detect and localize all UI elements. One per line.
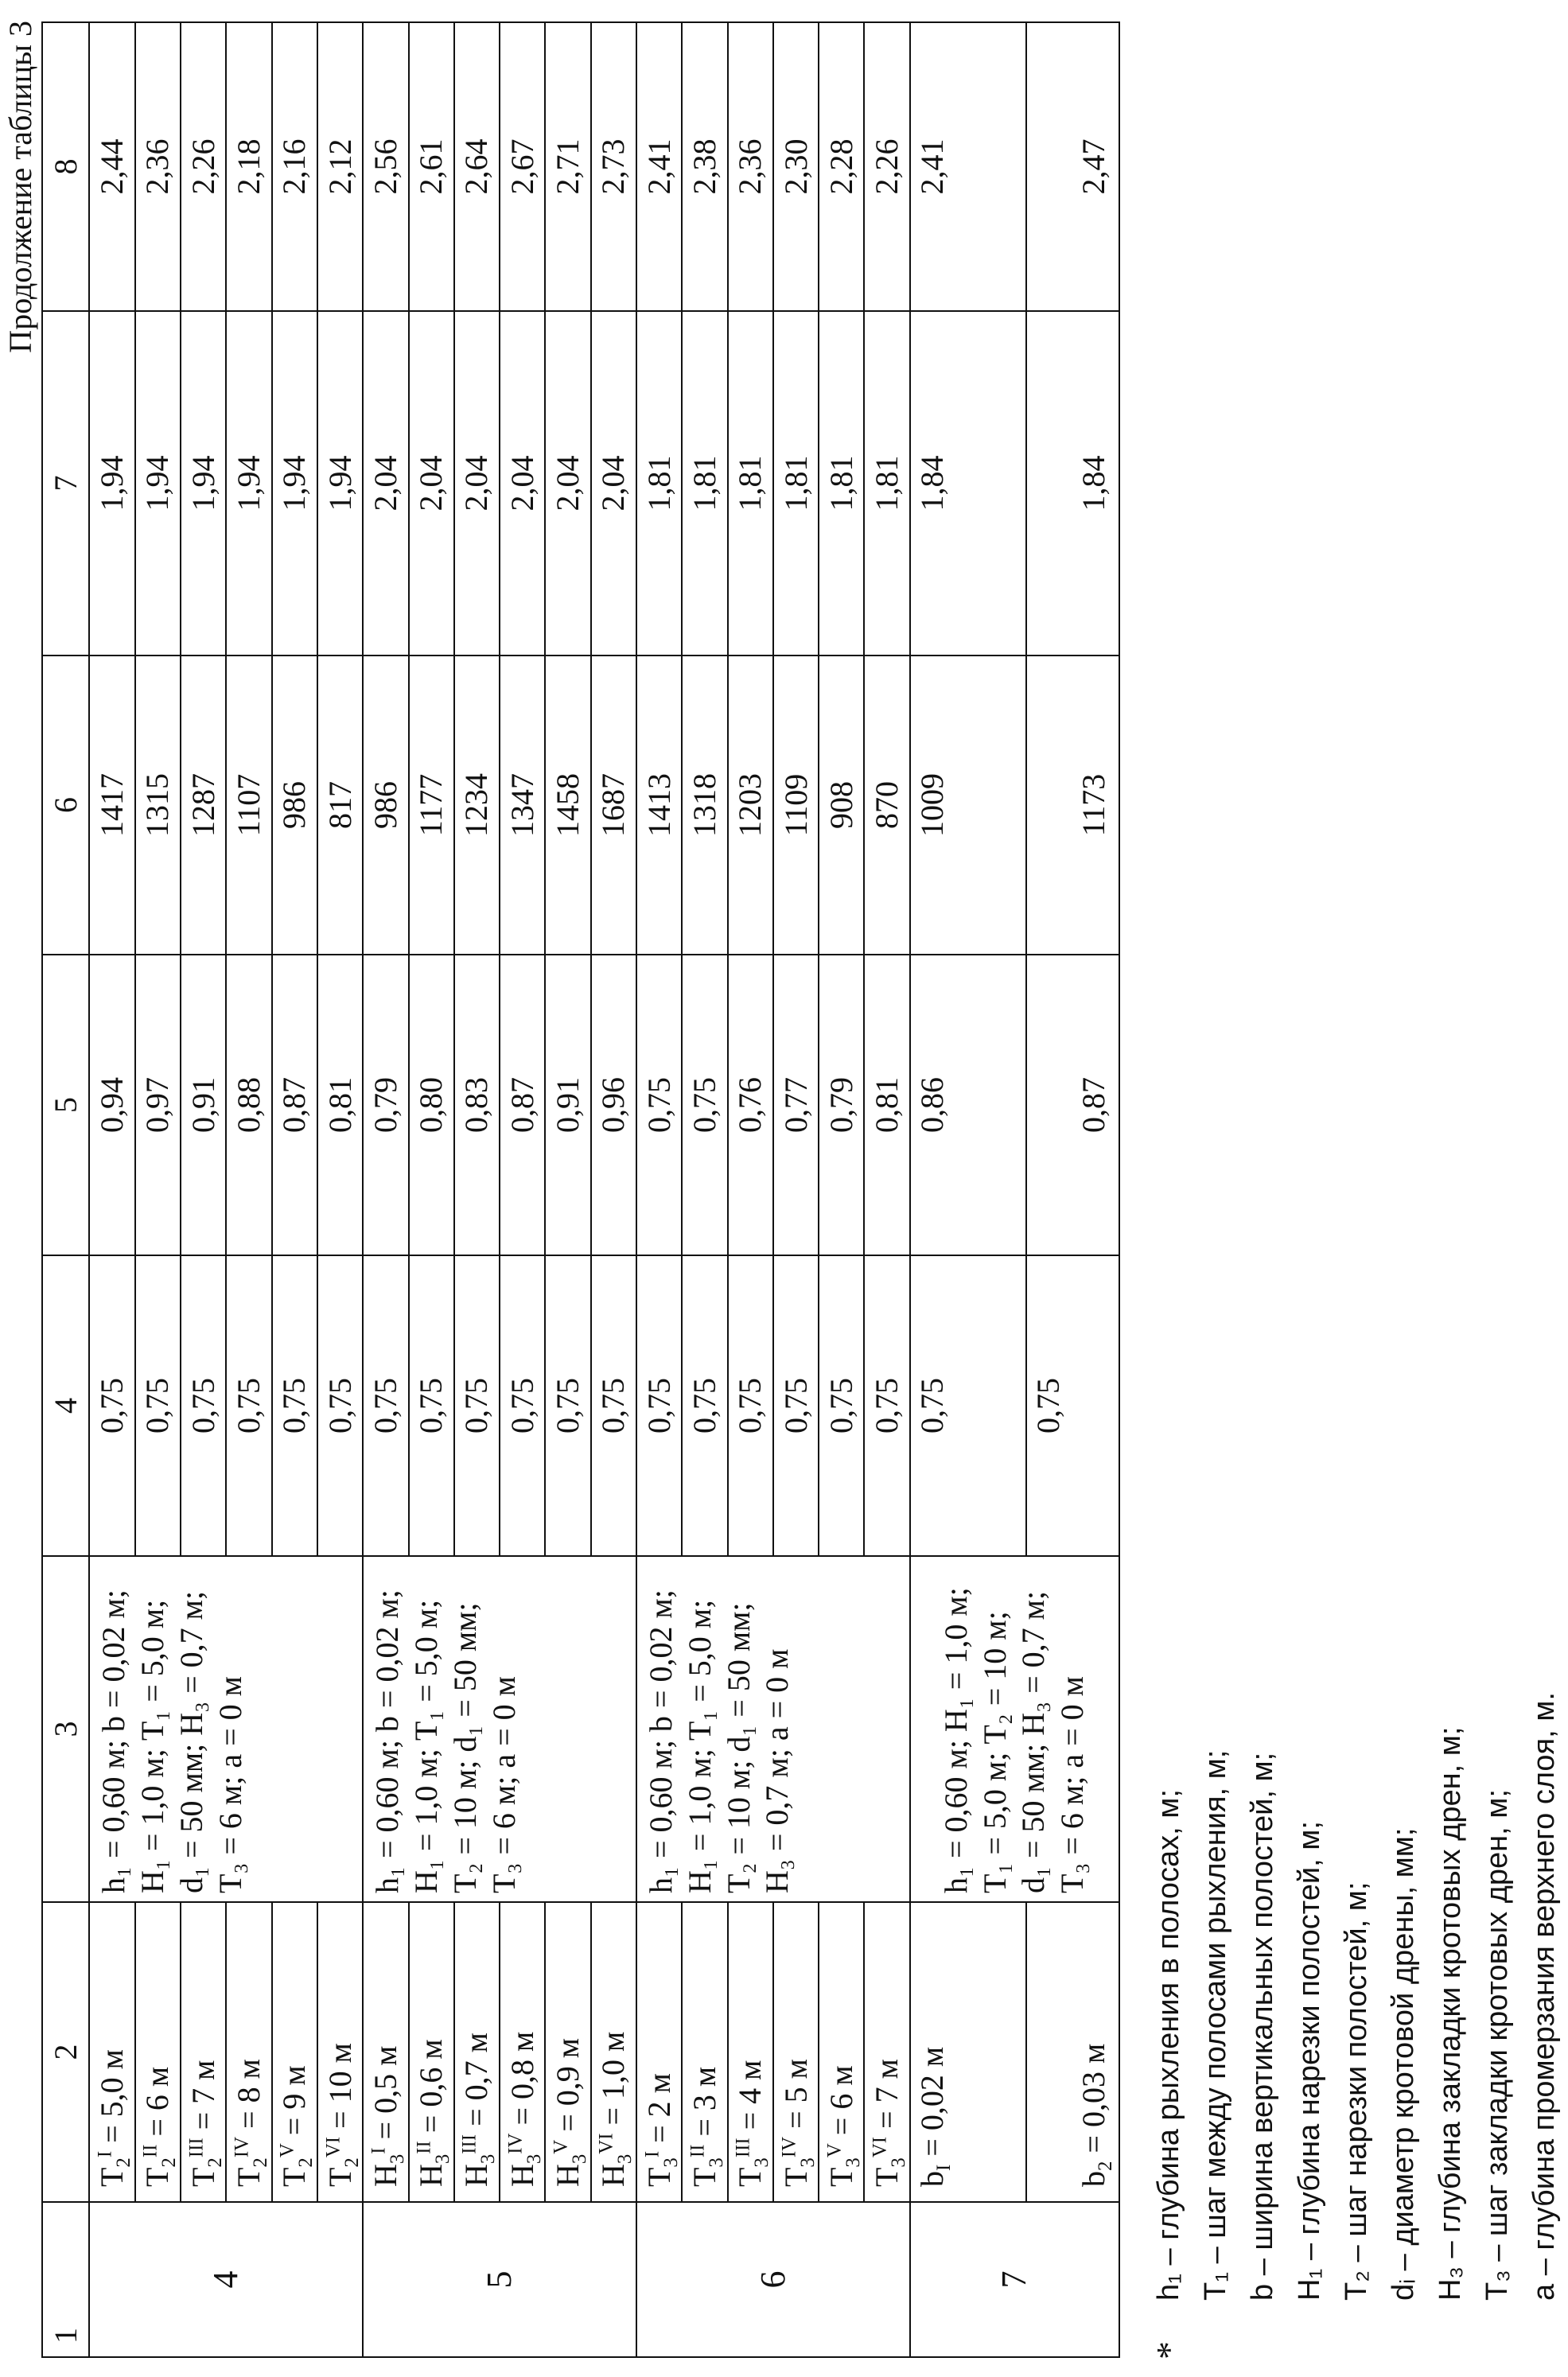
value-cell: 0,75 (181, 1255, 226, 1556)
condition-line: h₁ = 0,60 м; b = 0,02 м; (642, 1565, 681, 1893)
header-cell: 7 (42, 311, 89, 656)
table-row (454, 22, 500, 2357)
parameter-subscript: 3 (797, 2157, 819, 2167)
value-cell: 0,91 (545, 955, 590, 1255)
value-cell: 0,75 (89, 1255, 134, 1556)
value-cell: 2,04 (454, 311, 500, 656)
value-cell: 2,71 (545, 22, 590, 311)
parameter-symbol: T (732, 2168, 768, 2187)
parameter-subscript: 3 (660, 2157, 682, 2167)
value-cell: 0,86 (910, 955, 1026, 1255)
parameter-superscript: VI (322, 2137, 344, 2157)
parameter-subscript: 2 (204, 2157, 226, 2167)
parameter-value: = 0,8 м (504, 2032, 540, 2126)
value-cell: 2,41 (910, 22, 1026, 311)
value-cell: 0,79 (363, 955, 408, 1255)
header-cell: 8 (42, 22, 89, 311)
value-cell: 0,75 (773, 1255, 819, 1556)
parameter-cell (591, 1902, 636, 2202)
value-cell: 2,04 (591, 311, 636, 656)
value-cell: 0,75 (636, 1255, 682, 1556)
parameter-superscript: VI (596, 2134, 617, 2154)
value-cell: 2,38 (682, 22, 727, 311)
parameter-symbol: H (413, 2164, 449, 2187)
parameter-subscript: 3 (477, 2154, 499, 2164)
condition-line: T₃ = 6 м; a = 0 м (485, 1565, 524, 1893)
parameter-cell (181, 1902, 226, 2202)
value-cell: 2,41 (636, 22, 682, 311)
value-cell: 986 (363, 656, 408, 955)
condition-line: T₂ = 10 м; d₁ = 50 мм; (720, 1565, 759, 1893)
parameter-cell (272, 1902, 317, 2202)
header-cell: 2 (42, 1902, 89, 2202)
value-cell: 0,75 (682, 955, 727, 1255)
header-cell: 6 (42, 656, 89, 955)
value-cell: 1173 (1026, 656, 1119, 955)
header-cell: 1 (42, 2202, 89, 2357)
value-cell: 1,94 (317, 311, 363, 656)
value-cell: 2,28 (819, 22, 864, 311)
table-row (545, 22, 590, 2357)
condition-line: T₁ = 5,0 м; T₂ = 10 м; (976, 1565, 1015, 1893)
value-cell: 1318 (682, 656, 727, 955)
parameter-subscript: 3 (614, 2154, 636, 2164)
parameter-value: = 0,6 м (413, 2039, 449, 2133)
value-cell: 0,75 (272, 1255, 317, 1556)
parameter-cell (636, 1902, 682, 2202)
header-cell: 5 (42, 955, 89, 1255)
parameter-value: = 0,02 м (914, 2047, 950, 2157)
parameter-subscript: 3 (751, 2157, 772, 2167)
parameter-superscript: V (277, 2143, 298, 2157)
value-cell: 2,30 (773, 22, 819, 311)
value-cell: 2,36 (728, 22, 773, 311)
parameter-superscript: V (823, 2143, 845, 2157)
table-row (89, 22, 134, 2357)
condition-line: H₁ = 1,0 м; T₁ = 5,0 м; (407, 1565, 446, 1893)
value-cell: 0,87 (500, 955, 545, 1255)
value-cell: 1458 (545, 656, 590, 955)
parameter-symbol: H (368, 2164, 403, 2187)
parameter-value: = 1,0 м (595, 2032, 631, 2126)
footnote-star: * (1146, 2341, 1193, 2359)
value-cell: 2,36 (135, 22, 181, 311)
value-cell: 2,04 (545, 311, 590, 656)
value-cell: 0,75 (864, 1255, 909, 1556)
experiment-number: 7 (910, 2202, 1119, 2357)
value-cell: 2,16 (272, 22, 317, 311)
value-cell: 0,75 (728, 1255, 773, 1556)
value-cell: 986 (272, 656, 317, 955)
value-cell: 0,75 (591, 1255, 636, 1556)
value-cell: 1687 (591, 656, 636, 955)
value-cell: 0,75 (409, 1255, 454, 1556)
condition-line: d₁ = 50 мм; H₃ = 0,7 м; (1014, 1565, 1053, 1893)
parameter-cell (454, 1902, 500, 2202)
parameter-cell (545, 1902, 590, 2202)
parameter-superscript: I (95, 2151, 116, 2157)
parameter-symbol: H (458, 2164, 494, 2187)
parameter-symbol: T (869, 2168, 905, 2187)
table-row (226, 22, 271, 2357)
parameter-superscript: IV (778, 2137, 800, 2157)
value-cell: 0,81 (864, 955, 909, 1255)
parameter-value: = 7 м (869, 2059, 905, 2129)
parameter-superscript: I (641, 2151, 663, 2157)
value-cell: 2,04 (363, 311, 408, 656)
table-caption: Продолжение таблицы 3 (2, 21, 39, 353)
condition-line: h₁ = 0,60 м; b = 0,02 м; (368, 1565, 407, 1893)
value-cell: 1009 (910, 656, 1026, 955)
footnote-line: dᵢ – диаметр кротовой дрены, мм; (1380, 1692, 1427, 2359)
value-cell: 0,79 (819, 955, 864, 1255)
value-cell: 0,96 (591, 955, 636, 1255)
value-cell: 2,12 (317, 22, 363, 311)
parameter-value: = 0,9 м (550, 2038, 586, 2132)
value-cell: 1,84 (1026, 311, 1119, 656)
parameter-value: = 7 м (185, 2060, 221, 2130)
parameter-superscript: IV (504, 2134, 526, 2154)
footnote-line: a – глубина промерзания верхнего слоя, м. (1521, 1692, 1568, 2359)
parameter-cell (409, 1902, 454, 2202)
value-cell: 1,81 (773, 311, 819, 656)
value-cell: 1234 (454, 656, 500, 955)
parameter-subscript: 3 (523, 2154, 545, 2164)
table-row (363, 22, 408, 2357)
condition-line: T₃ = 6 м; a = 0 м (212, 1565, 251, 1893)
table-row (317, 22, 363, 2357)
parameter-cell (864, 1902, 909, 2202)
parameter-superscript: I (368, 2147, 390, 2153)
parameter-value: = 6 м (139, 2067, 175, 2137)
value-cell: 0,81 (317, 955, 363, 1255)
parameter-cell (317, 1902, 363, 2202)
value-cell: 2,64 (454, 22, 500, 311)
parameter-value: = 0,5 м (368, 2046, 403, 2140)
value-cell: 870 (864, 656, 909, 955)
parameter-symbol: T (322, 2168, 358, 2187)
value-cell: 0,76 (728, 955, 773, 1255)
value-cell: 1417 (89, 656, 134, 955)
parameter-symbol: T (778, 2168, 814, 2187)
footnote-line: h₁ – глубина рыхления в полосах, м; (1146, 1692, 1193, 2359)
parameter-symbol: b (914, 2171, 950, 2187)
parameter-symbol: T (94, 2168, 130, 2187)
parameter-subscript: 2 (113, 2157, 134, 2167)
condition-line: H₁ = 1,0 м; T₁ = 5,0 м; (134, 1565, 173, 1893)
table-row (135, 22, 181, 2357)
parameter-symbol: T (823, 2168, 859, 2187)
value-cell: 0,75 (636, 955, 682, 1255)
value-cell: 0,75 (135, 1255, 181, 1556)
parameter-symbol: T (231, 2168, 267, 2187)
parameter-superscript: VI (870, 2137, 891, 2157)
footnote-line: T₃ – шаг закладки кротовых дрен, м; (1474, 1692, 1521, 2359)
table-row (272, 22, 317, 2357)
table-row (728, 22, 773, 2357)
parameter-value: = 0,7 м (458, 2033, 494, 2126)
value-cell: 1,84 (910, 311, 1026, 656)
value-cell: 2,47 (1026, 22, 1119, 311)
header-row (42, 22, 89, 2357)
value-cell: 0,94 (89, 955, 134, 1255)
parameter-value: = 5,0 м (94, 2049, 130, 2143)
header-cell: 4 (42, 1255, 89, 1556)
parameter-symbol: H (595, 2164, 631, 2187)
value-cell: 1,81 (682, 311, 727, 656)
value-cell: 0,75 (363, 1255, 408, 1556)
value-cell: 1,94 (226, 311, 271, 656)
conditions-cell (910, 1556, 1119, 1902)
parameter-superscript: II (687, 2145, 709, 2158)
condition-line: T₃ = 6 м; a = 0 м (1053, 1565, 1092, 1893)
parameter-subscript: 2 (158, 2157, 180, 2167)
value-cell: 0,75 (910, 1255, 1026, 1556)
value-cell: 0,75 (454, 1255, 500, 1556)
value-cell: 0,77 (773, 955, 819, 1255)
table-row (773, 22, 819, 2357)
footnote-line: H₁ – глубина нарезки полостей, м; (1286, 1692, 1333, 2359)
parameter-superscript: V (551, 2140, 572, 2154)
parameter-cell (910, 1902, 1026, 2202)
value-cell: 0,83 (454, 955, 500, 1255)
value-cell: 0,87 (1026, 955, 1119, 1255)
parameter-symbol: T (276, 2168, 312, 2187)
value-cell: 1,94 (181, 311, 226, 656)
parameter-superscript: II (140, 2145, 161, 2158)
parameter-symbol: H (504, 2164, 540, 2187)
parameter-subscript: I (933, 2165, 955, 2171)
value-cell: 1109 (773, 656, 819, 955)
rotated-page (0, 0, 1525, 2377)
parameter-value: = 5 м (778, 2059, 814, 2129)
value-cell: 1203 (728, 656, 773, 955)
value-cell: 1,81 (864, 311, 909, 656)
value-cell: 2,44 (89, 22, 134, 311)
parameter-subscript: 3 (387, 2154, 408, 2164)
table-row (682, 22, 727, 2357)
condition-line: d₁ = 50 мм; H₃ = 0,7 м; (173, 1565, 212, 1893)
table-row (864, 22, 909, 2357)
value-cell: 1,81 (636, 311, 682, 656)
value-cell: 2,56 (363, 22, 408, 311)
parameter-value: = 9 м (276, 2065, 312, 2135)
parameter-subscript: 3 (569, 2154, 590, 2164)
table-row (636, 22, 682, 2357)
experiment-number: 4 (89, 2202, 363, 2357)
value-cell: 817 (317, 656, 363, 955)
value-cell: 1,94 (89, 311, 134, 656)
value-cell: 2,61 (409, 22, 454, 311)
parameter-cell (135, 1902, 181, 2202)
condition-line: h₁ = 0,60 м; H₁ = 1,0 м; (937, 1565, 976, 1893)
value-cell: 1413 (636, 656, 682, 955)
footnote-line: H₃ – глубина закладки кротовых дрен, м; (1427, 1692, 1474, 2359)
parameter-subscript: 2 (295, 2157, 317, 2167)
value-cell: 1,81 (819, 311, 864, 656)
parameter-cell (728, 1902, 773, 2202)
footnotes (1146, 1692, 1568, 2359)
value-cell: 1107 (226, 656, 271, 955)
parameter-subscript: 3 (842, 2157, 864, 2167)
value-cell: 0,75 (819, 1255, 864, 1556)
conditions-cell (89, 1556, 363, 1902)
value-cell: 2,67 (500, 22, 545, 311)
table-row (500, 22, 545, 2357)
conditions-cell (363, 1556, 636, 1902)
value-cell: 2,04 (500, 311, 545, 656)
value-cell: 1287 (181, 656, 226, 955)
parameter-value: = 0,03 м (1076, 2044, 1111, 2153)
value-cell: 0,75 (226, 1255, 271, 1556)
value-cell: 0,87 (272, 955, 317, 1255)
parameter-symbol: T (687, 2168, 722, 2187)
value-cell: 0,75 (500, 1255, 545, 1556)
value-cell: 2,26 (181, 22, 226, 311)
parameter-cell (682, 1902, 727, 2202)
table-row (819, 22, 864, 2357)
parameter-subscript: 2 (1095, 2161, 1116, 2171)
parameter-value: = 6 м (823, 2065, 859, 2135)
parameter-symbol: T (641, 2168, 677, 2187)
value-cell: 908 (819, 656, 864, 955)
parameter-subscript: 3 (706, 2157, 727, 2167)
value-cell: 1315 (135, 656, 181, 955)
table-row (181, 22, 226, 2357)
parameter-superscript: III (733, 2138, 754, 2157)
parameter-value: = 10 м (322, 2043, 358, 2129)
value-cell: 0,75 (545, 1255, 590, 1556)
value-cell: 0,75 (682, 1255, 727, 1556)
parameter-superscript: III (459, 2134, 481, 2154)
value-cell: 2,73 (591, 22, 636, 311)
data-table (41, 21, 1120, 2358)
parameter-cell (1026, 1902, 1119, 2202)
parameter-value: = 8 м (231, 2059, 267, 2129)
conditions-cell (636, 1556, 910, 1902)
table-row (591, 22, 636, 2357)
table-row (1026, 22, 1119, 2357)
parameter-subscript: 2 (250, 2157, 271, 2167)
condition-line: h₁ = 0,60 м; b = 0,02 м; (95, 1565, 134, 1893)
parameter-symbol: H (550, 2164, 586, 2187)
table-row (910, 22, 1026, 2357)
parameter-cell (89, 1902, 134, 2202)
value-cell: 0,97 (135, 955, 181, 1255)
value-cell: 0,88 (226, 955, 271, 1255)
parameter-superscript: III (185, 2138, 207, 2157)
value-cell: 2,26 (864, 22, 909, 311)
parameter-cell (773, 1902, 819, 2202)
header-cell: 3 (42, 1556, 89, 1902)
footnote-line: b – ширина вертикальных полостей, м; (1239, 1692, 1286, 2359)
parameter-value: = 4 м (732, 2060, 768, 2130)
value-cell: 0,75 (317, 1255, 363, 1556)
value-cell: 1,81 (728, 311, 773, 656)
footnote-line: T₁ – шаг между полосами рыхления, м; (1193, 1692, 1239, 2359)
condition-line: H₁ = 1,0 м; T₁ = 5,0 м; (681, 1565, 720, 1893)
parameter-superscript: II (414, 2141, 435, 2154)
condition-line: H₃ = 0,7 м; a = 0 м (758, 1565, 797, 1893)
value-cell: 1,94 (272, 311, 317, 656)
value-cell: 0,91 (181, 955, 226, 1255)
value-cell: 1177 (409, 656, 454, 955)
parameter-cell (226, 1902, 271, 2202)
parameter-cell (819, 1902, 864, 2202)
value-cell: 1347 (500, 656, 545, 955)
value-cell: 0,75 (1026, 1255, 1119, 1556)
parameter-subscript: 2 (341, 2157, 363, 2167)
parameter-subscript: 3 (888, 2157, 909, 2167)
parameter-symbol: T (185, 2168, 221, 2187)
value-cell: 1,94 (135, 311, 181, 656)
parameter-value: = 3 м (687, 2067, 722, 2137)
footnote-line: T₂ – шаг нарезки полостей, м; (1333, 1692, 1380, 2359)
experiment-number: 5 (363, 2202, 636, 2357)
parameter-symbol: T (139, 2168, 175, 2187)
experiment-number: 6 (636, 2202, 910, 2357)
parameter-cell (500, 1902, 545, 2202)
value-cell: 0,80 (409, 955, 454, 1255)
parameter-superscript: IV (232, 2137, 253, 2157)
parameter-subscript: 3 (432, 2154, 453, 2164)
parameter-symbol: b (1076, 2171, 1111, 2187)
value-cell: 2,04 (409, 311, 454, 656)
condition-line: T₂ = 10 м; d₁ = 50 мм; (446, 1565, 485, 1893)
parameter-cell (363, 1902, 408, 2202)
value-cell: 2,18 (226, 22, 271, 311)
parameter-value: = 2 м (641, 2073, 677, 2143)
table-row (409, 22, 454, 2357)
